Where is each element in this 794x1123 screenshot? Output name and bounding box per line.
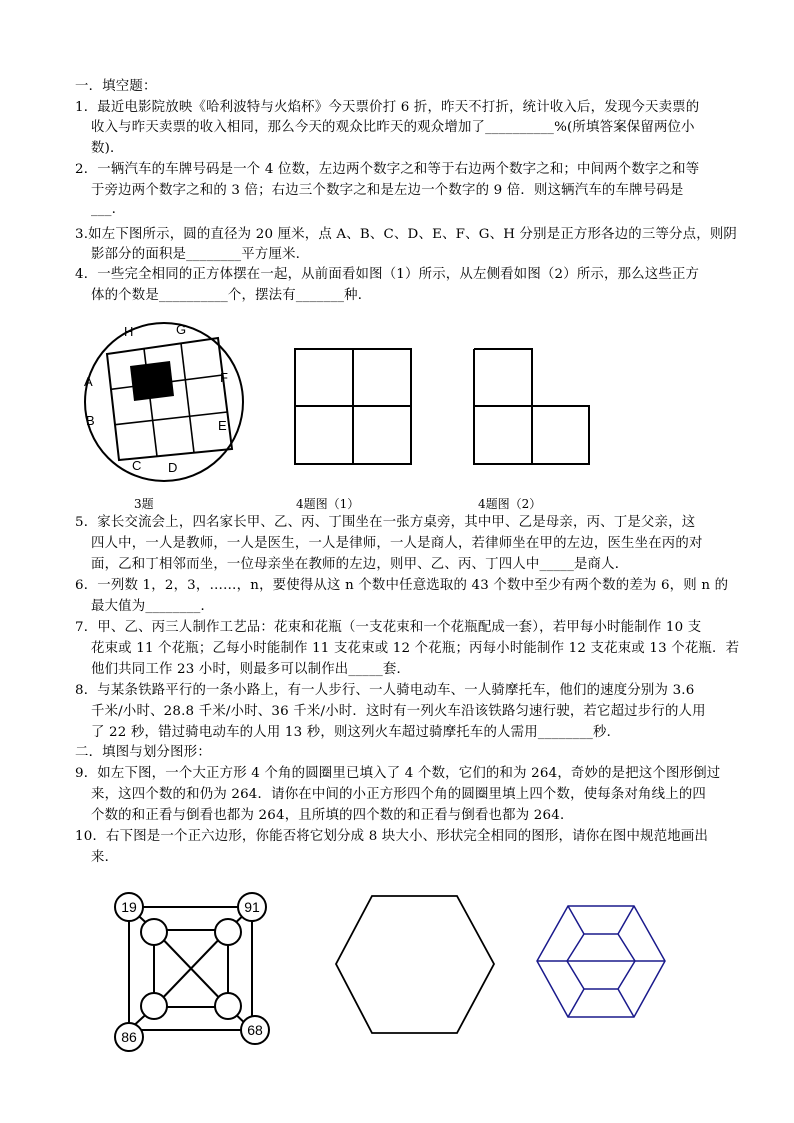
q2-line2: 于旁边两个数字之和的 3 倍；右边三个数字之和是左边一个数字的 9 倍．则这辆汽车的车牌号码是 [91, 183, 684, 198]
q1-line2: 收入与昨天卖票的收入相同，那么今天的观众比昨天的观众增加了__________%(所填答案保留两位小 [91, 120, 695, 135]
section1-title: 一．填空题： [75, 79, 157, 94]
q7-line1: 7．甲、乙、丙三人制作工艺品：花束和花瓶（一支花束和一个花瓶配成一套），若甲每小时能制作 10 支 [75, 620, 702, 635]
q7-line2: 花束或 11 个花瓶；乙每小时能制作 11 支花束或 12 个花瓶；丙每小时能制作 12 支花束或 13 个花瓶．若 [91, 641, 740, 656]
q4-figure-2 [472, 348, 592, 466]
q8-line2: 千米/小时、28.8 千米/小时、36 千米/小时．这时有一列火车沿该铁路匀速行驶，若它超过步行的人用 [91, 704, 706, 719]
corner-number-top-left: 19 [121, 899, 137, 915]
label-H: H [124, 324, 134, 339]
label-D: D [168, 460, 178, 475]
q4-figure-1 [294, 348, 414, 466]
q5-line1: 5．家长交流会上，四名家长甲、乙、丙、丁围坐在一张方桌旁，其中甲、乙是母亲，丙、丁是父亲，这 [75, 515, 696, 530]
q10-hexagon [334, 894, 496, 1036]
label-B: B [86, 413, 95, 428]
q5-line2: 四人中，一人是教师，一人是医生，一人是律师，一人是商人，若律师坐在甲的左边，医生坐在丙的对 [91, 536, 703, 551]
q9-line3: 个数的和正看与倒看也都为 264，且所填的四个数的和正看与倒看也都为 264． [91, 808, 574, 823]
q1-line1: 1．最近电影院放映《哈利波特与火焰杯》今天票价打 6 折，昨天不打折，统计收入后，发现今天卖票的 [75, 100, 700, 115]
corner-number-bottom-right: 68 [247, 1022, 263, 1038]
q2-line3: ___. [91, 202, 117, 217]
q3-line2: 影部分的面积是________平方厘米. [91, 247, 301, 262]
caption-fig2: 4题图（2） [478, 497, 542, 511]
q1-line3: 数)． [91, 141, 124, 156]
label-E: E [218, 418, 227, 433]
q9-figure [112, 890, 274, 1052]
q3-figure [78, 318, 250, 486]
q6-line2: 最大值为________． [91, 599, 215, 614]
label-G: G [176, 322, 187, 337]
q8-line1: 8．与某条铁路平行的一条小路上，有一人步行、一人骑电动车、一人骑摩托车，他们的速度分别为 3.6 [75, 683, 695, 698]
q9-line1: 9．如左下图，一个大正方形 4 个角的圆圈里已填入了 4 个数，它们的和为 264，奇妙的是把这个图形倒过 [75, 766, 721, 781]
q7-line3: 他们共同工作 23 小时，则最多可以制作出_____套． [91, 662, 411, 677]
corner-number-top-right: 91 [244, 899, 260, 915]
q10-line2: 来． [91, 850, 119, 865]
label-C: C [132, 458, 142, 473]
q8-line3: 了 22 秒，错过骑电动车的人用 13 秒，则这列火车超过骑摩托车的人需用________秒． [91, 725, 621, 740]
corner-number-bottom-left: 86 [121, 1029, 137, 1045]
q2-line1: 2．一辆汽车的车牌号码是一个 4 位数，左边两个数字之和等于右边两个数字之和；中间两个数字之和等 [75, 162, 700, 177]
q6-line1: 6．一列数 1，2，3，……，n，要使得从这 n 个数中任意选取的 43 个数中至少有两个数的差为 6，则 n 的 [75, 578, 729, 593]
label-A: A [84, 374, 93, 389]
q5-line3: 面，乙和丁相邻而坐，一位母亲坐在教师的左边，则甲、乙、丙、丁四人中_____是商人． [91, 557, 629, 572]
q3-line1: 3.如左下图所示，圆的直径为 20 厘米，点 A、B、C、D、E、F、G、H 分别是正方形各边的三等分点，则阴 [75, 227, 738, 242]
q4-line1: 4．一些完全相同的正方体摆在一起，从前面看如图（1）所示，从左侧看如图（2）所示，那么这些正方 [75, 267, 700, 282]
q4-line2: 体的个数是__________个，摆法有_______种． [91, 288, 372, 303]
q10-line1: 10．右下图是一个正六边形，你能否将它划分成 8 块大小、形状完全相同的图形，请你在图中规范地画出 [75, 829, 709, 844]
caption-fig1: 4题图（1） [296, 497, 360, 511]
q10-divided-hexagon [535, 904, 667, 1024]
label-F: F [220, 370, 228, 385]
section2-title: 二．填图与划分图形： [75, 745, 211, 760]
caption-q3: 3题 [134, 497, 154, 511]
q9-line2: 来，这四个数的和仍为 264．请你在中间的小正方形四个角的圆圈里填上四个数，使每条对角线上的四 [91, 787, 707, 802]
